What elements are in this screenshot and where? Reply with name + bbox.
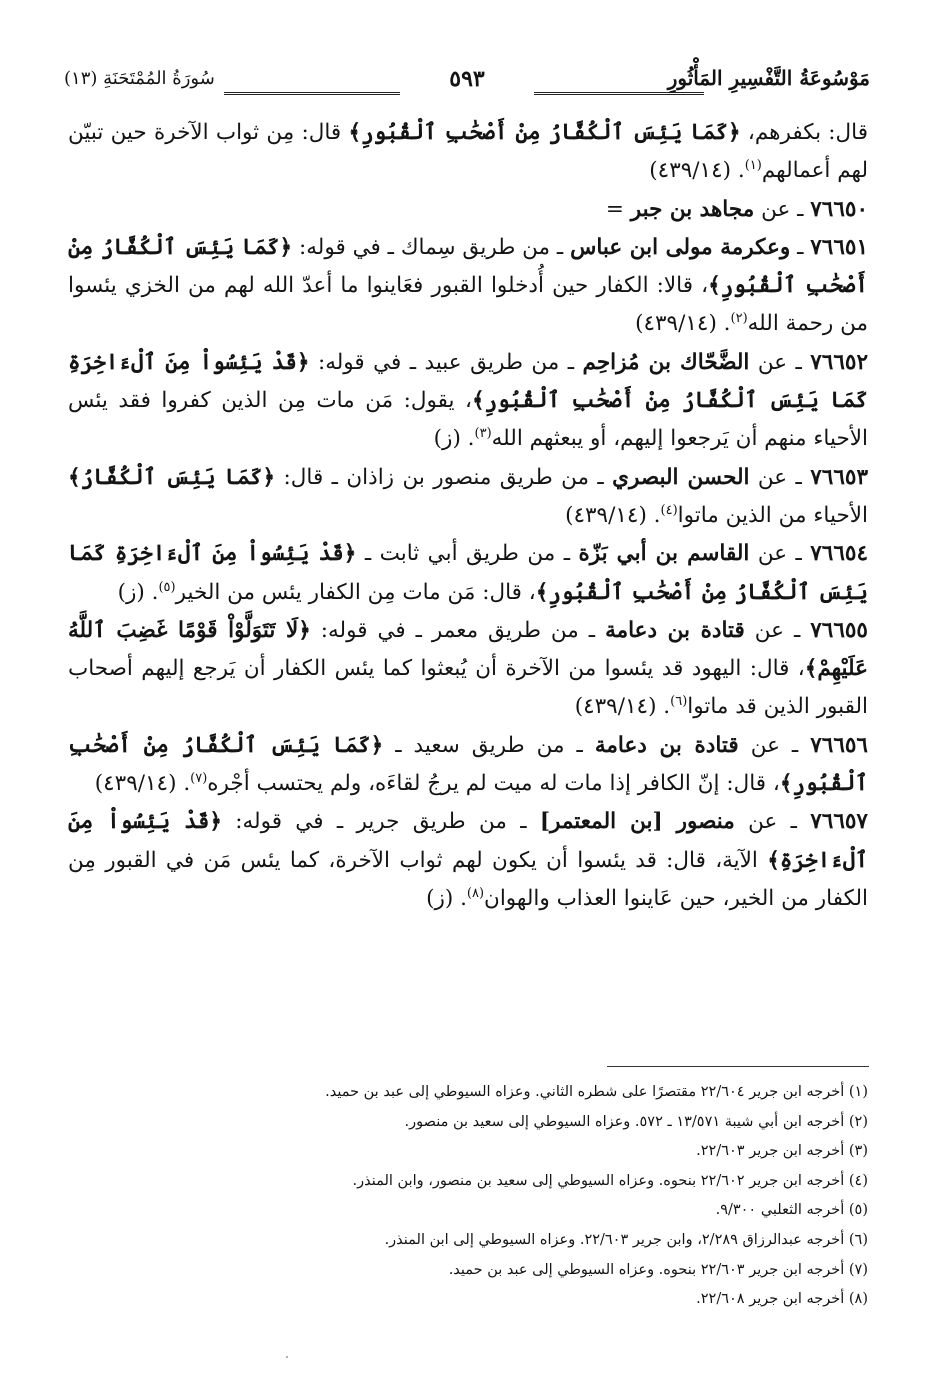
footnote-marker[interactable]: (٦) — [670, 694, 688, 710]
narration-entry — [68, 459, 868, 536]
text: ـ من طريق سِماك ـ في قوله: — [292, 234, 571, 260]
footnote-marker[interactable]: (٧) — [190, 770, 208, 786]
quran-verse: ﴿قَدْ يَئِسُواْ مِنَ ٱلْءَاخِرَةِ كَمَا يَئِسَ ٱلْكُفَّارُ مِنْ أَصْحَٰبِ ٱلْقُبُورِ﴾ — [68, 349, 868, 414]
text: . — [176, 771, 191, 797]
text: ـ من طريق معمر ـ في قوله: — [310, 617, 606, 643]
narration-entry — [68, 727, 868, 804]
quran-verse: ﴿كَمَا يَئِسَ ٱلْكُفَّارُ مِنْ أَصْحَٰبِ ٱلْقُبُورِ﴾ — [348, 120, 741, 145]
text: قال: بكفرهم، — [740, 120, 868, 145]
volume-reference: (ز) — [426, 885, 454, 911]
text: ، قال: إنّ الكافر إذا مات له ميت لم يرجُ لقاءَه، ولم يحتسب أجْره — [207, 771, 780, 797]
text: ـ من طريق سعيد ـ — [383, 732, 595, 758]
text: ، قال: اليهود قد يئسوا من الآخرة أن يُبعثوا كما يئس الكفار أن يَرجع إليهم أصحاب القبور الذين قد ماتوا — [68, 656, 868, 720]
entry-number: ٧٦٦٥٥ — [810, 617, 868, 643]
narrator-name: قتادة بن دعامة — [605, 617, 745, 643]
text: قال: مِن ثواب الآخرة حين تبيّن لهم أعمالهم — [68, 120, 868, 184]
text: . — [656, 694, 671, 720]
footnote-divider — [607, 1066, 869, 1067]
text: ـ من طريق منصور بن زاذان ـ قال: — [275, 464, 613, 490]
text: ـ من طريق عبيد ـ في قوله: — [309, 349, 583, 375]
entry-number: ٧٦٦٥٣ — [810, 464, 868, 490]
narration-entry — [68, 535, 868, 612]
narrator-name: القاسم بن أبي بَزّة — [578, 541, 750, 567]
text: ـ — [790, 234, 811, 260]
surah-title: سُورَةُ المُمْتَحَنَةِ (١٣) — [64, 68, 215, 89]
narrator-name: الضَّحّاك بن مُزاحِم — [582, 349, 750, 375]
text: ـ عن — [749, 464, 811, 490]
volume-reference: (ز) — [117, 579, 145, 605]
footnotes — [68, 1078, 868, 1315]
page-number: ٥٩٣ — [439, 66, 494, 92]
text: الأحياء من الذين ماتوا — [677, 502, 868, 528]
narration-entry — [68, 803, 868, 918]
narration-entry — [68, 229, 868, 344]
footnote-marker[interactable]: (٨) — [466, 885, 485, 901]
text: . — [716, 311, 731, 337]
entry-number: ٧٦٦٥٤ — [810, 541, 868, 567]
header-rule-right — [534, 92, 704, 95]
quran-verse: ﴿قَدْ يَئِسُواْ مِنَ ٱلْءَاخِرَةِ﴾ — [68, 809, 868, 873]
book-title: مَوْسُوعَةُ التَّفْسِيرِ المَأْثُورِ — [667, 66, 870, 90]
quran-verse: ﴿كَمَا يَئِسَ ٱلْكُفَّارُ مِنْ أَصْحَٰبِ ٱلْقُبُورِ﴾ — [68, 234, 868, 299]
main-text — [68, 114, 868, 918]
entry-number: ٧٦٦٥٢ — [810, 349, 868, 375]
footnote-marker[interactable]: (٤) — [660, 502, 678, 518]
quran-verse: ﴿قَدْ يَئِسُواْ مِنَ ٱلْءَاخِرَةِ كَمَا يَئِسَ ٱلْكُفَّارُ مِنْ أَصْحَٰبِ ٱلْقُبُورِ﴾ — [68, 541, 868, 605]
narrator-name: منصور [بن المعتمر] — [539, 809, 735, 835]
text: ، يقول: مَن مات مِن الذين كفروا فقد يئس الأحياء منهم أن يَرجعوا إليهم، أو يبعثهم الله — [68, 388, 868, 452]
text: ـ من طريق أبي ثابت ـ — [356, 541, 579, 567]
text: الآية، قال: قد يئسوا أن يكون لهم ثواب الآخرة، كما يئس مَن في القبور مِن الكفار من الخير، حين عَاينوا العذاب والهوان — [68, 847, 868, 911]
footnote-marker[interactable]: (٢) — [730, 311, 748, 327]
header-rule-left — [224, 92, 400, 95]
text: ، قالا: الكفار حين أُدخلوا القبور فعَاينوا ما أعدّ الله لهم من الخزي يئسوا من رحمة الله — [68, 273, 868, 337]
text: ـ عن — [749, 349, 811, 375]
scan-speck — [286, 1356, 288, 1358]
text: ـ عن — [738, 732, 811, 758]
footnote-marker[interactable]: (١) — [744, 158, 762, 174]
footnote: (٨) أخرجه ابن جرير ٢٢/٦٠٨. — [696, 1291, 868, 1308]
volume-reference: (٤٣٩/١٤) — [565, 502, 647, 528]
quran-verse: ﴿لَا تَتَوَلَّوْاْ قَوْمًا غَضِبَ ٱللَّهُ عَلَيْهِمْ﴾ — [68, 617, 868, 682]
volume-reference: (٤٣٩/١٤) — [635, 311, 717, 337]
footnote: (٢) أخرجه ابن أبي شيبة ١٣/٥٧١ ـ ٥٧٢. وعزاه السيوطي إلى سعيد بن منصور. — [404, 1113, 868, 1130]
narration-entry — [68, 191, 868, 229]
footnote: (٧) أخرجه ابن جرير ٢٢/٦٠٣ بنحوه. وعزاه السيوطي إلى عبد بن حميد. — [448, 1261, 868, 1278]
text: ، قال: مَن مات مِن الكفار يئس من الخير — [175, 579, 536, 605]
footnote-marker[interactable]: (٣) — [474, 426, 492, 442]
footnote: (١) أخرجه ابن جرير ٢٢/٦٠٤ مقتصرًا على شطره الثاني. وعزاه السيوطي إلى عبد بن حميد. — [325, 1084, 868, 1100]
text: . — [453, 885, 467, 911]
footnote: (٣) أخرجه ابن جرير ٢٢/٦٠٣. — [696, 1143, 868, 1160]
entry-number: ٧٦٦٥١ — [810, 234, 868, 260]
narrator-name: قتادة بن دعامة — [594, 732, 739, 758]
volume-reference: (٤٣٩/١٤) — [574, 694, 657, 720]
entry-number: ٧٦٦٥٠ — [810, 196, 868, 222]
narrator-name: مجاهد بن جبر — [630, 196, 755, 222]
entry-number: ٧٦٦٥٧ — [810, 809, 868, 835]
text: ـ عن — [734, 809, 811, 835]
quran-verse: ﴿كَمَا يَئِسَ ٱلْكُفَّارُ﴾ — [68, 464, 276, 490]
text: . — [460, 426, 475, 452]
text: ـ عن — [749, 541, 811, 567]
text: . — [731, 158, 745, 184]
footnote: (٤) أخرجه ابن جرير ٢٢/٦٠٢ بنحوه. وعزاه السيوطي إلى سعيد بن منصور، وابن المنذر. — [352, 1172, 868, 1189]
volume-reference: (٤٣٩/١٤) — [649, 158, 732, 184]
footnote-marker[interactable]: (٥) — [158, 579, 176, 595]
narrator-name: الحسن البصري — [612, 464, 750, 490]
text: ـ من طريق جرير ـ في قوله: — [221, 809, 540, 835]
narration-entry — [68, 344, 868, 459]
text: ـ عن — [754, 196, 811, 222]
narration-entry — [68, 612, 868, 727]
text: . — [646, 502, 661, 528]
quran-verse: ﴿كَمَا يَئِسَ ٱلْكُفَّارُ مِنْ أَصْحَٰبِ ٱلْقُبُورِ﴾ — [68, 732, 868, 797]
text: = — [605, 196, 631, 222]
narrator-name: وعكرمة مولى ابن عباس — [570, 234, 791, 260]
footnote: (٥) أخرجه الثعلبي ٩/٣٠٠. — [715, 1202, 868, 1219]
text: . — [144, 579, 159, 605]
paragraph-continuation — [68, 114, 868, 191]
entry-number: ٧٦٦٥٦ — [810, 732, 868, 758]
page-header — [64, 64, 870, 104]
volume-reference: (٤٣٩/١٤) — [94, 771, 177, 797]
text: ـ عن — [744, 617, 811, 643]
volume-reference: (ز) — [433, 426, 461, 452]
footnote: (٦) أخرجه عبدالرزاق ٢/٢٨٩، وابن جرير ٢٢/٦٠٣. وعزاه السيوطي إلى ابن المنذر. — [384, 1231, 868, 1248]
